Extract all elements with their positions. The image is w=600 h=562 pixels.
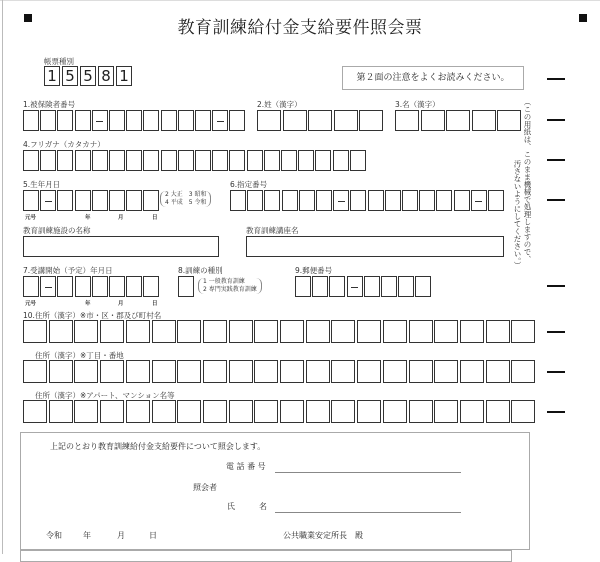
timing-mark [547,119,565,121]
address-2-cell[interactable] [383,360,407,383]
insured-number-cell[interactable] [229,110,245,131]
form-title: 教育訓練給付金支給要件照会票 [177,18,423,38]
address-1-cell[interactable] [383,320,407,343]
start-date-cell[interactable] [126,276,142,297]
inquirer-label: 照会者 [193,483,217,492]
address-3-label: 住所（漢字）※アパート、マンション名等 [35,391,175,400]
address-2-cell[interactable] [357,360,381,383]
birthdate-cell[interactable] [92,190,108,211]
address-1-cell[interactable] [409,320,433,343]
year-sublabel: 年 [85,215,91,221]
designation-number-cell[interactable] [385,190,401,211]
postal-code-cell[interactable] [329,276,345,297]
address-3-cell[interactable] [177,400,201,423]
address-2-cell[interactable] [229,360,253,383]
start-date-cell[interactable] [75,276,91,297]
address-1-cell[interactable] [511,320,535,343]
address-2-cell[interactable] [100,360,124,383]
surname-cell[interactable] [283,110,307,131]
page-border-top [0,0,600,1]
timing-mark [547,371,565,373]
designation-number-separator [333,190,349,211]
form-type-label: 帳票種別 [44,57,74,66]
era-note [160,191,211,207]
insured-number-cell[interactable] [75,110,91,131]
furigana-cell[interactable] [92,150,108,171]
address-2-cell[interactable] [460,360,484,383]
address-3-cell[interactable] [331,400,355,423]
given-name-cell[interactable] [446,110,470,131]
address-1-cell[interactable] [23,320,47,343]
address-2-cell[interactable] [177,360,201,383]
address-2-cell[interactable] [23,360,47,383]
furigana-cell[interactable] [23,150,39,171]
furigana-cell[interactable] [75,150,91,171]
surname-cell[interactable] [308,110,332,131]
furigana-cell[interactable] [229,150,245,171]
designation-number-cell[interactable] [350,190,366,211]
surname-cell[interactable] [359,110,383,131]
insured-number-cell[interactable] [40,110,56,131]
address-1-cell[interactable] [357,320,381,343]
side-note: （この用紙は、このまま機械で処理しますので、 [523,98,532,263]
address-1-cell[interactable] [49,320,73,343]
address-3-cell[interactable] [203,400,227,423]
furigana-cell[interactable] [126,150,142,171]
birthdate-cell[interactable] [23,190,39,211]
address-3-cell[interactable] [511,400,535,423]
furigana-cell[interactable] [143,150,159,171]
name-label: 氏 名 [227,502,267,511]
facility-name-label: 教育訓練施設の名称 [23,226,91,235]
insured-number-label: 1.被保険者番号 [23,100,76,109]
training-type-option: 2 専門実践教育訓練 [203,286,257,293]
birthdate-separator [40,190,56,211]
insured-number-cell[interactable] [23,110,39,131]
address-2-cell[interactable] [280,360,304,383]
address-2-cell[interactable] [409,360,433,383]
date-year: 年 [83,531,91,540]
furigana-cell[interactable] [161,150,177,171]
birthdate-cell[interactable] [126,190,142,211]
date-era: 令和 [46,531,62,540]
insured-number-cell[interactable] [57,110,73,131]
postal-code-cell[interactable] [415,276,431,297]
address-1-cell[interactable] [306,320,330,343]
start-date-cell[interactable] [109,276,125,297]
address-3-cell[interactable] [306,400,330,423]
form-type-digit: 5 [62,66,78,86]
start-date-separator [40,276,56,297]
form-type-digit: 1 [44,66,60,86]
furigana-cell[interactable] [57,150,73,171]
era-note-line: 2 大正 3 昭和 [165,191,207,198]
address-1-cell[interactable] [280,320,304,343]
start-date-cell[interactable] [92,276,108,297]
address-2-cell[interactable] [203,360,227,383]
course-name-field[interactable] [246,236,504,257]
timing-mark [547,159,565,161]
insured-number-separator [212,110,228,131]
given-name-cell[interactable] [421,110,445,131]
furigana-cell[interactable] [350,150,366,171]
address-3-cell[interactable] [23,400,47,423]
insured-number-cell[interactable] [109,110,125,131]
month-sublabel: 月 [118,215,124,221]
address-1-cell[interactable] [100,320,124,343]
postal-code-cell[interactable] [381,276,397,297]
address-1-cell[interactable] [331,320,355,343]
address-3-cell[interactable] [280,400,304,423]
surname-cell[interactable] [257,110,281,131]
designation-number-label: 6.指定番号 [230,180,268,189]
training-type-cell[interactable] [178,276,194,297]
address-3-cell[interactable] [254,400,278,423]
start-date-cell[interactable] [23,276,39,297]
timing-mark [547,78,565,80]
address-1-cell[interactable] [229,320,253,343]
address-2-cell[interactable] [331,360,355,383]
address-2-cell[interactable] [126,360,150,383]
given-name-label: 3.名（漢字） [395,100,440,109]
birthdate-label: 5.生年月日 [23,180,61,189]
address-1-cell[interactable] [486,320,510,343]
side-note-2: 汚さないようにしてください。） [513,160,522,269]
address-1-label: 10.住所（漢字）※市・区・郡及び町村名 [23,311,162,320]
date-day: 日 [149,531,157,540]
era-sublabel: 元号 [25,215,37,221]
training-type-option: 1 一般教育訓練 [203,278,245,285]
furigana-cell[interactable] [40,150,56,171]
surname-label: 2.姓（漢字） [257,100,302,109]
given-name-cell[interactable] [472,110,496,131]
address-1-cell[interactable] [74,320,98,343]
next-section [20,550,512,562]
year-sublabel: 年 [85,301,91,307]
address-1-cell[interactable] [460,320,484,343]
address-3-cell[interactable] [357,400,381,423]
insured-number-cell[interactable] [178,110,194,131]
address-3-cell[interactable] [100,400,124,423]
notice-box: 第２面の注意をよくお読みください。 [342,66,524,90]
designation-number-separator [471,190,487,211]
confirmation-statement: 上記のとおり教育訓練給付金支給要件について照会します。 [50,442,266,451]
address-1-cell[interactable] [152,320,176,343]
page-border-left [2,0,3,554]
address-3-cell[interactable] [434,400,458,423]
address-3-cell[interactable] [486,400,510,423]
address-2-cell[interactable] [49,360,73,383]
address-3-cell[interactable] [49,400,73,423]
designation-number-cell[interactable] [230,190,246,211]
designation-number-cell[interactable] [264,190,280,211]
insured-number-cell[interactable] [143,110,159,131]
address-1-cell[interactable] [203,320,227,343]
furigana-cell[interactable] [333,150,349,171]
day-sublabel: 日 [152,301,158,307]
address-3-cell[interactable] [409,400,433,423]
address-2-label: 住所（漢字）※丁目・番地 [35,351,124,360]
insured-number-separator [92,110,108,131]
designation-number-cell[interactable] [402,190,418,211]
designation-number-cell[interactable] [436,190,452,211]
era-sublabel: 元号 [25,301,37,307]
addressee: 公共職業安定所長 殿 [283,531,363,540]
designation-number-cell[interactable] [368,190,384,211]
date-month: 月 [117,531,125,540]
form-type-digit: 1 [116,66,132,86]
designation-number-cell[interactable] [488,190,504,211]
start-date-cell[interactable] [57,276,73,297]
address-3-cell[interactable] [152,400,176,423]
furigana-cell[interactable] [178,150,194,171]
designation-number-cell[interactable] [316,190,332,211]
postal-code-cell[interactable] [295,276,311,297]
training-type-options [198,278,262,294]
postal-code-separator [347,276,363,297]
birthdate-cell[interactable] [57,190,73,211]
furigana-cell[interactable] [298,150,314,171]
address-1-cell[interactable] [126,320,150,343]
address-1-cell[interactable] [177,320,201,343]
surname-cell[interactable] [334,110,358,131]
postal-code-label: 9.郵便番号 [295,266,333,275]
furigana-cell[interactable] [212,150,228,171]
address-2-cell[interactable] [486,360,510,383]
address-1-cell[interactable] [254,320,278,343]
timing-mark [547,199,565,201]
furigana-cell[interactable] [281,150,297,171]
postal-code-cell[interactable] [312,276,328,297]
address-2-cell[interactable] [306,360,330,383]
designation-number-cell[interactable] [419,190,435,211]
designation-number-cell[interactable] [454,190,470,211]
insured-number-cell[interactable] [195,110,211,131]
day-sublabel: 日 [152,215,158,221]
address-1-cell[interactable] [434,320,458,343]
name-field[interactable] [275,512,461,513]
phone-label: 電 話 番 号 [226,462,266,471]
furigana-label: 4.フリガナ（カタカナ） [23,140,105,149]
given-name-cell[interactable] [497,110,521,131]
furigana-cell[interactable] [109,150,125,171]
birthdate-cell[interactable] [109,190,125,211]
timing-mark [547,331,565,333]
insured-number-cell[interactable] [126,110,142,131]
address-3-cell[interactable] [126,400,150,423]
given-name-cell[interactable] [395,110,419,131]
address-2-cell[interactable] [254,360,278,383]
postal-code-cell[interactable] [398,276,414,297]
furigana-cell[interactable] [315,150,331,171]
address-2-cell[interactable] [152,360,176,383]
furigana-cell[interactable] [195,150,211,171]
form-type-digit: 8 [98,66,114,86]
form-type-number [44,66,132,86]
birthdate-cell[interactable] [75,190,91,211]
furigana-cell[interactable] [264,150,280,171]
birthdate-cell[interactable] [143,190,159,211]
course-name-label: 教育訓練講座名 [246,226,299,235]
address-2-cell[interactable] [434,360,458,383]
designation-number-cell[interactable] [299,190,315,211]
month-sublabel: 月 [118,301,124,307]
address-3-cell[interactable] [383,400,407,423]
form-type-digit: 5 [80,66,96,86]
era-note-line: 4 平成 5 令和 [165,199,207,206]
designation-number-cell[interactable] [247,190,263,211]
timing-mark [547,285,565,287]
start-date-cell[interactable] [143,276,159,297]
facility-name-field[interactable] [23,236,219,257]
furigana-cell[interactable] [247,150,263,171]
address-3-cell[interactable] [229,400,253,423]
training-type-label: 8.訓練の種別 [178,266,223,275]
start-date-label: 7.受講開始（予定）年月日 [23,266,113,275]
postal-code-cell[interactable] [364,276,380,297]
address-2-cell[interactable] [511,360,535,383]
phone-field[interactable] [275,472,461,473]
insured-number-cell[interactable] [161,110,177,131]
address-3-cell[interactable] [460,400,484,423]
timing-mark [547,411,565,413]
address-3-cell[interactable] [74,400,98,423]
address-2-cell[interactable] [74,360,98,383]
designation-number-cell[interactable] [282,190,298,211]
